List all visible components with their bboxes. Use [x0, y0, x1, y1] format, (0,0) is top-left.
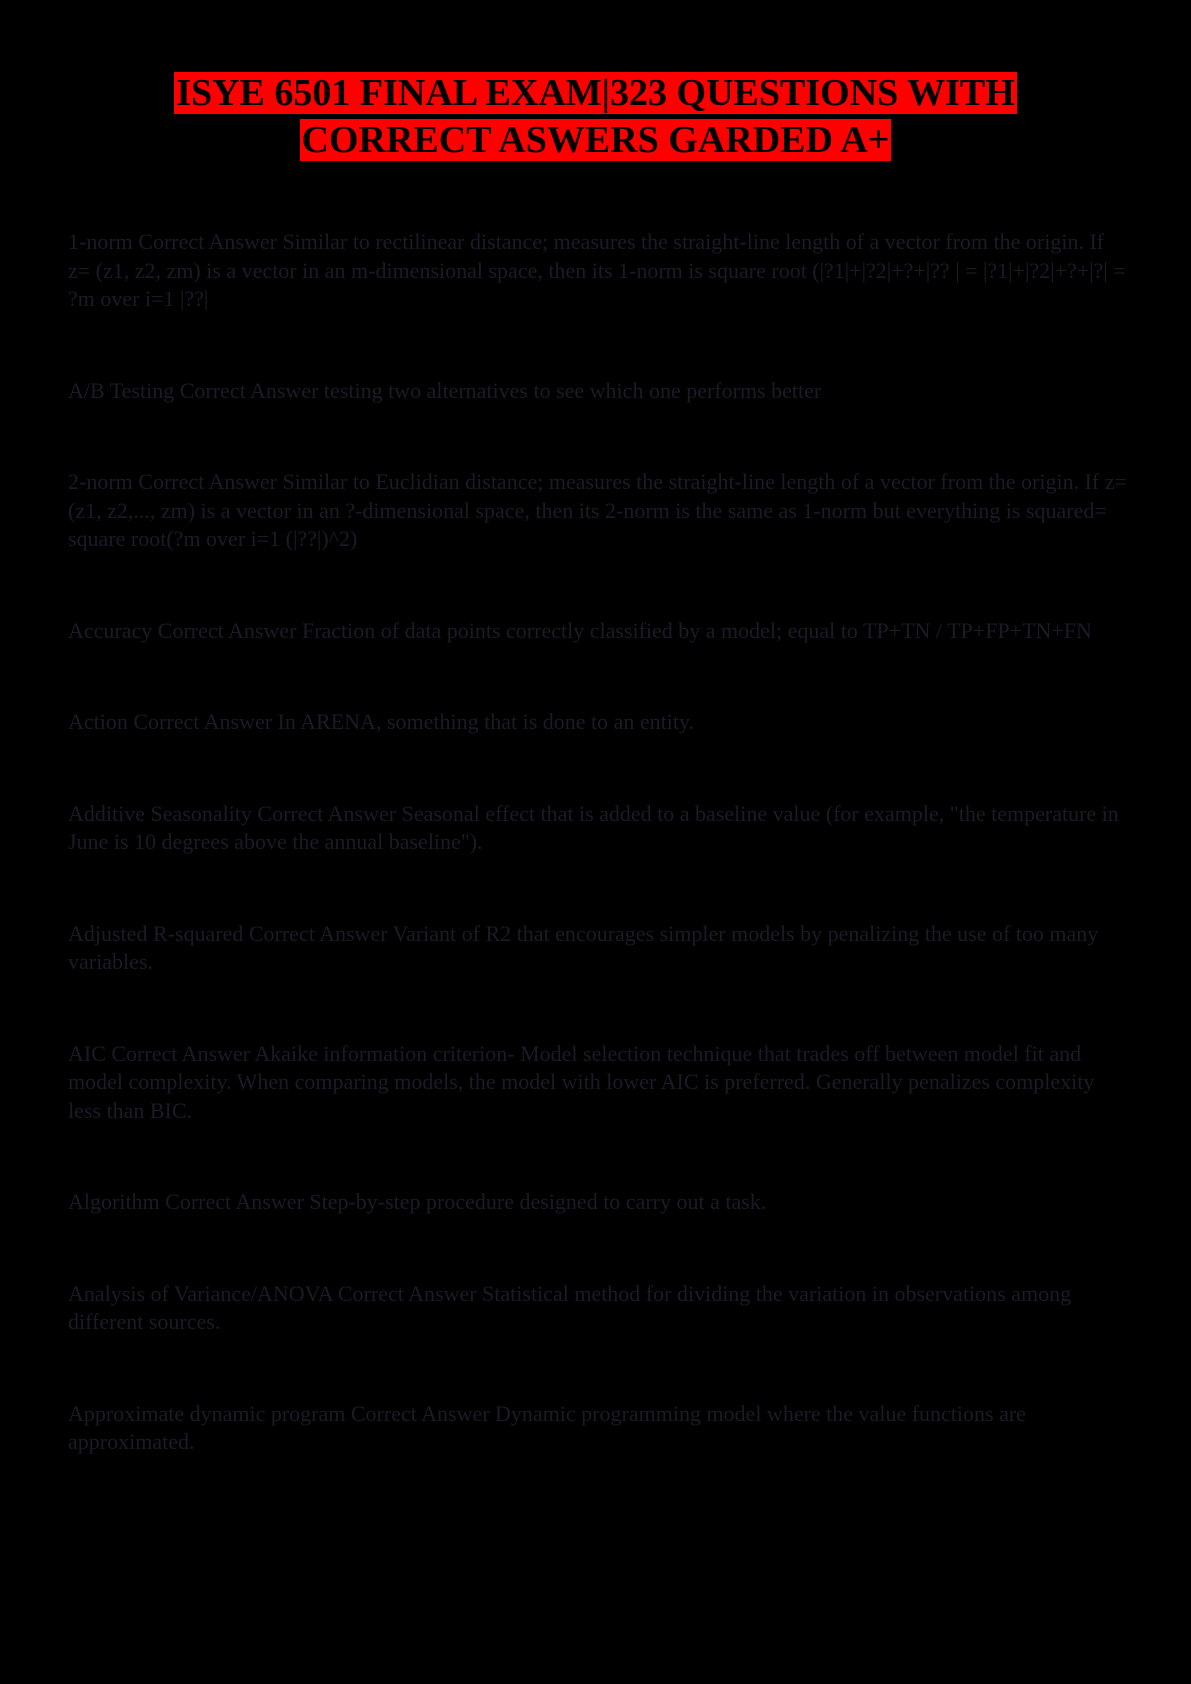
entry-additive-seasonality: Additive Seasonality Correct Answer Seasonal effect that is added to a baseline value (for example, "the temperature in June is 10 degrees above the annual baseline"). — [68, 800, 1119, 854]
entry-accuracy: Accuracy Correct Answer Fraction of data points correctly classified by a model; equal to TP+TN / TP+FP+TN+FN — [68, 617, 1092, 643]
entry-ab-testing: A/B Testing Correct Answer testing two alternatives to see which one performs better — [68, 377, 822, 403]
entry-action: Action Correct Answer In ARENA, something that is done to an entity. — [68, 709, 695, 734]
entry-1-norm: 1-norm Correct Answer Similar to rectilinear distance; measures the straight-line length of a vector from the origin. If z= (z1, z2, zm) is a vector in an m-dimensional space, then its 1-norm is square root (|?1|+|?2|+?+|?? | = |?1|+|?2|+?+|?| = ?m over i=1 |??| — [68, 229, 1126, 311]
entry-anova: Analysis of Variance/ANOVA Correct Answer Statistical method for dividing the variation in observations among different sources. — [68, 1280, 1072, 1334]
glossary-entries — [68, 228, 1128, 1457]
entry-approximate-dynamic-program: Approximate dynamic program Correct Answer Dynamic programming model where the value functions are approximated. — [68, 1400, 1026, 1454]
entry-adjusted-r-squared: Adjusted R-squared Correct Answer Variant of R2 that encourages simpler models by penalizing the use of too many variables. — [68, 920, 1099, 974]
document-title — [0, 70, 1191, 164]
entry-aic: AIC Correct Answer Akaike information criterion- Model selection technique that trades off between model fit and model complexity. When comparing models, the model with lower AIC is preferred. Generally penalizes complexity less than BIC. — [68, 1040, 1095, 1123]
entry-algorithm: Algorithm Correct Answer Step-by-step procedure designed to carry out a task. — [68, 1189, 767, 1214]
title-line-2: CORRECT ASWERS GARDED A+ — [301, 119, 890, 161]
title-line-1: ISYE 6501 FINAL EXAM|323 QUESTIONS WITH — [176, 72, 1015, 114]
entry-2-norm: 2-norm Correct Answer Similar to Euclidian distance; measures the straight-line length of a vector from the origin. If z= (z1, z2,..., zm) is a vector in an ?-dimensional space, then its 2-norm is the same as 1-norm but everything is squared= square root(?m over i=1 (|??|)^2) — [68, 469, 1127, 551]
